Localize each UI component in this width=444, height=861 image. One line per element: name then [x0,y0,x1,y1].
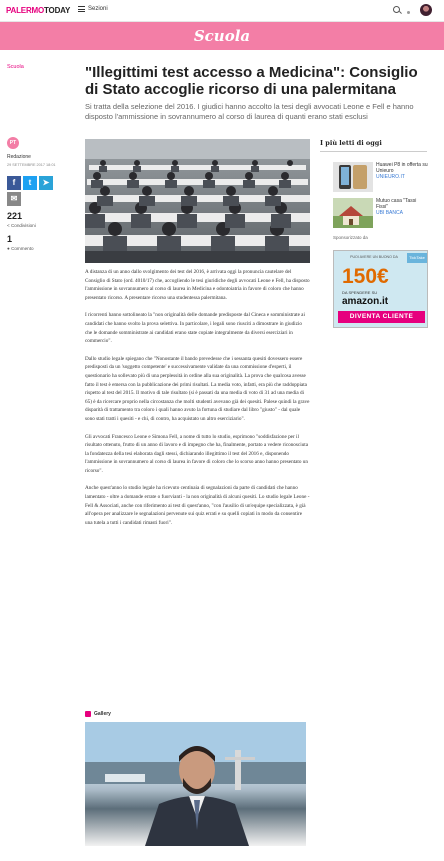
gallery-header[interactable] [85,711,111,717]
sidebar-item-text: Huawei P8 in offerta su Unieuro UNIEURO.IT [376,162,428,180]
facebook-share-button[interactable]: f [7,176,21,190]
article-paragraph: Anche quest'anno lo studio legale ha ricevuto centinaia di segnalazioni da parte di candidati che hanno lamentato - oltre a domande errate o fuorvianti - la non originalità di alcuni quesiti. Lo studio legale Leone - Fell & Associati, anche con riferimento ai test di quest'anno, "con l'ausilio di un'equipe specializzata, è già all'opera per analizzare le segnalazioni pervenute sui quiz errati e su quelli copiati in modo da consentire una tutela a tutti i candidati rimasti fuori". [85,485,310,526]
article-main-photo [85,139,310,263]
sponsored-label: Sponsorizzato da [333,235,368,240]
sidebar-item-source: UNIEURO.IT [376,174,405,180]
sidebar-item[interactable] [333,162,428,196]
ad-amount: 150€ [342,265,389,288]
most-read-heading: I più letti di oggi [320,139,427,152]
search-icon[interactable] [393,6,400,13]
shares-count: 221 [7,211,23,221]
share-buttons-row2 [7,192,21,206]
gallery-icon [85,711,91,717]
telegram-share-button[interactable]: ➤ [39,176,53,190]
shares-label: < Condivisioni [7,223,36,228]
house-ad-thumbnail [333,198,373,228]
lawyer-portrait-image [85,722,306,846]
ad-cta-button[interactable]: DIVENTA CLIENTE [338,311,425,323]
ad-store-name: amazon.it [342,296,389,307]
section-banner [0,22,444,50]
gallery-label: Gallery [94,711,111,717]
user-avatar[interactable] [420,4,432,16]
article-paragraph: Gli avvocati Francesco Leone e Simona Fell, a nome di tutto lo studio, esprimono "soddisfazione per il risultato ottenuto, frutto di un anno di lavoro e di impegno che ha, finalmente, portato a vedere riconosciuta la fondatezza della tesi elaborata dagli stessi, dichiarando illegittimo il test del 2016 e, disponendo l'ammissione in sovrannumero al corso di laurea in favore di coloro che lo scorso anno hanno presentato un ricorso". [85,433,308,474]
gallery-photo[interactable] [85,722,306,846]
author-name[interactable]: Redazione [7,154,31,160]
sidebar-item-source: UBI BANCA [376,210,403,216]
exam-hall-image [85,139,310,263]
article-paragraph: Dallo studio legale spiegano che "Nonostante il bando prevedesse che i sessanta quesiti dovessero essere predisposti da un 'soggetto competente' e successivamente validate da una commissione d'esperti, il questionario ha sollevato più di una perplessità in ordine alla sua originalità. La prova che qualcosa avesse fatto il test è emersa con la pubblicazione dei primi risultati. La media voto, infatti, era più che raddoppiata rispetto al test del 2015. Il motivo di tale risultato (si è passati da una media di voto di 31 ad una media di 65) è da ricercare proprio nella circostanza che molti studenti avevano già dei quesiti. Palese quindi la grave disparità di trattamento tra coloro i quali hanno avuto la fortuna di studiare dal libro "giusto" - dal quale sono stati tratti i quesiti - e chi, di contro, ha acquistato un altro eserciziario". [85,355,310,422]
site-logo[interactable]: PALERMOTODAY [6,6,71,15]
section-banner-title: Scuola [193,27,251,45]
article-title: "Illegittimi test accesso a Medicina": Consiglio di Stato accoglie ricorso di una palermitana [85,64,418,98]
hamburger-icon [78,6,85,12]
comments-label[interactable]: ● Commento [7,246,34,251]
ad-top-text: PUOI AVERE UN BUONO DA [350,255,398,259]
twitter-share-button[interactable]: t [23,176,37,190]
article-paragraph: A distanza di un anno dallo svolgimento dei test del 2016, è arrivata oggi la pronuncia cautelare del Consiglio di Stato (ord. 4010/17) che, accogliendo le tesi giuridiche degli avvocati Leone e Fell, ha disposto l'ammissione in sovrannumero al corso di laurea in Medicina e odontoiatria in favore di coloro che hanno presentato ricorso. A presentare ricorso una studentessa palermitana. [85,269,310,301]
phone-ad-thumbnail [333,162,373,192]
ad-sub-text: DA SPENDERE SU [342,290,378,295]
email-share-button[interactable]: ✉ [7,192,21,206]
top-bar [0,0,444,22]
author-avatar[interactable]: PT [7,137,19,149]
comments-count[interactable]: 1 [7,234,13,244]
sidebar-item-text: Mutuo casa "Tassi Fissi" UBI BANCA [376,198,428,216]
article-paragraph: I ricorrenti hanno sottolineato la "non originalità delle domande predisposte dal Cineca e somministrate ai candidati che hanno svolto la prova selettiva. In particolare, i legali sono riusciti a dimostrare in giudizio che le domande somministrate ai candidati erano state copiate integralmente da diversi eserciziari in commercio". [85,312,305,345]
advertisement[interactable] [333,250,428,328]
publish-date: 29 SETTEMBRE 2017 18:01 [7,163,56,167]
notification-icon[interactable] [407,11,410,14]
ad-brand-logo: TickTake [407,253,427,263]
article-subtitle: Si tratta della selezione del 2016. I giudici hanno accolto la tesi degli avvocati Leone e Fell e hanno disposto l'ammissione in sovrannumero al corso di laurea di quanti erano stati esclusi [85,102,414,121]
share-buttons [7,176,53,190]
sections-label: Sezioni [88,6,108,12]
sidebar-item[interactable] [333,198,428,232]
sections-menu-button[interactable] [78,6,108,12]
breadcrumb[interactable]: Scuola [7,64,24,70]
article-body [85,268,310,536]
